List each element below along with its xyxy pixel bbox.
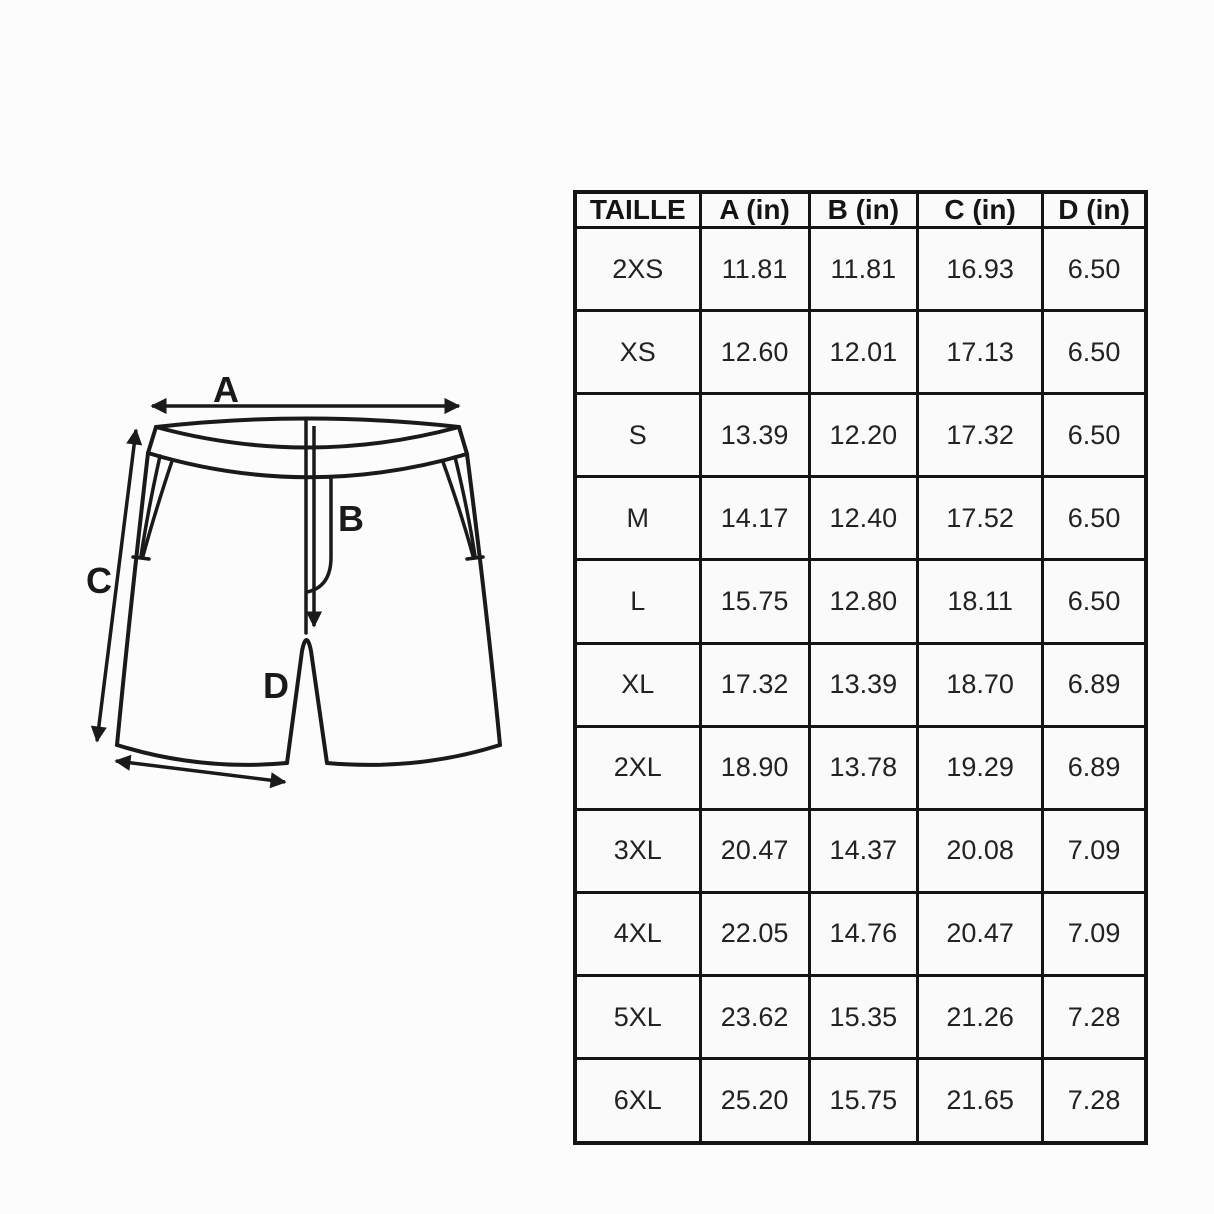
table-row — [575, 311, 1146, 394]
measurement-cell: 25.20 — [700, 1059, 809, 1143]
label-d: D — [263, 665, 289, 706]
measurement-cell: 21.26 — [918, 975, 1043, 1058]
measurement-cell: 17.32 — [700, 643, 809, 726]
size-cell: XL — [575, 643, 700, 726]
size-cell: 6XL — [575, 1059, 700, 1143]
measurement-cell: 17.32 — [918, 394, 1043, 477]
size-chart-table — [573, 190, 1148, 1145]
measurement-cell: 22.05 — [700, 892, 809, 975]
measurement-cell: 15.75 — [700, 560, 809, 643]
size-cell: M — [575, 477, 700, 560]
measurement-cell: 7.09 — [1043, 809, 1146, 892]
measurement-cell: 6.50 — [1043, 477, 1146, 560]
measurement-cell: 15.35 — [809, 975, 917, 1058]
measurement-cell: 20.47 — [700, 809, 809, 892]
measurement-cell: 15.75 — [809, 1059, 917, 1143]
label-b: B — [338, 498, 364, 539]
size-cell: 4XL — [575, 892, 700, 975]
measurement-cell: 12.20 — [809, 394, 917, 477]
size-chart — [573, 190, 1148, 1145]
table-row — [575, 809, 1146, 892]
right-side-seam — [467, 454, 500, 745]
measurement-cell: 16.93 — [918, 228, 1043, 311]
table-row — [575, 477, 1146, 560]
left-leg-hem — [117, 745, 287, 765]
measurement-cell: 11.81 — [809, 228, 917, 311]
measurement-cell: 6.50 — [1043, 311, 1146, 394]
measurement-cell: 6.50 — [1043, 560, 1146, 643]
measurement-cell: 6.89 — [1043, 643, 1146, 726]
measurement-cell: 7.28 — [1043, 1059, 1146, 1143]
measurement-cell: 14.17 — [700, 477, 809, 560]
crotch-notch — [287, 640, 327, 763]
header-row — [575, 192, 1146, 228]
measurement-cell: 7.28 — [1043, 975, 1146, 1058]
size-cell: 3XL — [575, 809, 700, 892]
waistband-left-edge — [148, 427, 156, 453]
size-cell: S — [575, 394, 700, 477]
table-body — [575, 228, 1146, 1144]
right-leg-hem — [327, 745, 500, 765]
left-pocket-tick — [133, 557, 149, 559]
fly-stitch — [307, 477, 331, 592]
measurement-cell: 17.13 — [918, 311, 1043, 394]
measurement-cell: 21.65 — [918, 1059, 1043, 1143]
waistband-right-edge — [459, 427, 467, 454]
column-header: D (in) — [1043, 192, 1146, 228]
measurement-cell: 20.08 — [918, 809, 1043, 892]
measurement-cell: 18.90 — [700, 726, 809, 809]
right-pocket-tick — [467, 557, 483, 559]
measurement-arrows — [97, 406, 459, 782]
left-side-seam — [117, 453, 148, 745]
table-row — [575, 560, 1146, 643]
measurement-cell: 23.62 — [700, 975, 809, 1058]
table-row — [575, 228, 1146, 311]
measurement-cell: 6.89 — [1043, 726, 1146, 809]
measurement-cell: 13.39 — [809, 643, 917, 726]
shorts-diagram — [0, 0, 560, 1214]
measurement-cell: 14.37 — [809, 809, 917, 892]
table-row — [575, 394, 1146, 477]
measurement-cell: 11.81 — [700, 228, 809, 311]
measurement-cell: 13.39 — [700, 394, 809, 477]
column-header: A (in) — [700, 192, 809, 228]
measurement-cell: 14.76 — [809, 892, 917, 975]
measurement-cell: 12.60 — [700, 311, 809, 394]
measurement-cell: 6.50 — [1043, 394, 1146, 477]
measurement-cell: 18.11 — [918, 560, 1043, 643]
size-cell: L — [575, 560, 700, 643]
measurement-cell: 17.52 — [918, 477, 1043, 560]
table-row — [575, 892, 1146, 975]
measurement-cell: 18.70 — [918, 643, 1043, 726]
measurement-cell: 6.50 — [1043, 228, 1146, 311]
column-header: B (in) — [809, 192, 917, 228]
measurement-cell: 7.09 — [1043, 892, 1146, 975]
measurement-cell: 12.01 — [809, 311, 917, 394]
measurement-cell: 19.29 — [918, 726, 1043, 809]
measurement-cell: 20.47 — [918, 892, 1043, 975]
column-header: TAILLE — [575, 192, 700, 228]
size-cell: 5XL — [575, 975, 700, 1058]
column-header: C (in) — [918, 192, 1043, 228]
measurement-cell: 12.40 — [809, 477, 917, 560]
shorts-outline — [117, 419, 500, 765]
measurement-cell: 12.80 — [809, 560, 917, 643]
label-c: C — [86, 560, 112, 601]
table-row — [575, 975, 1146, 1058]
size-cell: 2XS — [575, 228, 700, 311]
table-row — [575, 1059, 1146, 1143]
table-row — [575, 726, 1146, 809]
measurement-cell: 13.78 — [809, 726, 917, 809]
table-row — [575, 643, 1146, 726]
size-cell: 2XL — [575, 726, 700, 809]
label-a: A — [213, 369, 239, 410]
size-cell: XS — [575, 311, 700, 394]
